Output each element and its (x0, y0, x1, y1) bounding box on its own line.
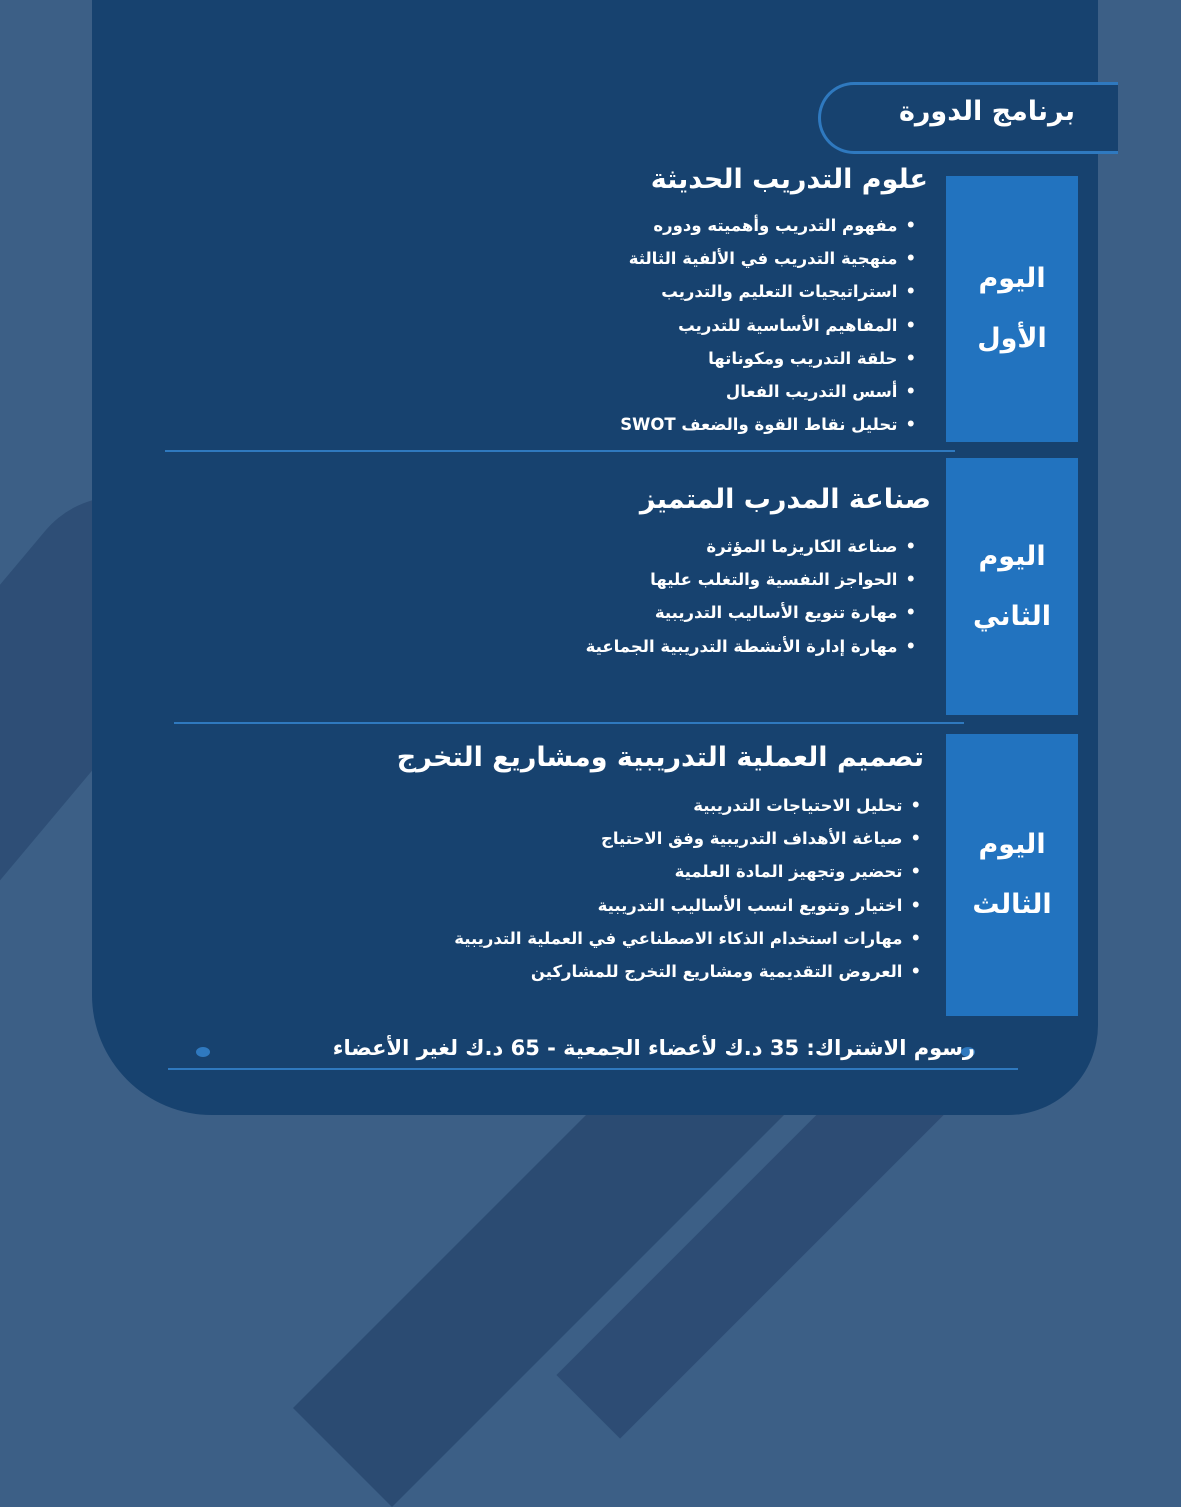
bullet-dot (196, 1047, 210, 1057)
list-item: • المفاهيم الأساسية للتدريب (620, 309, 916, 342)
list-item: • مفهوم التدريب وأهميته ودوره (620, 209, 916, 242)
list-item: • مهارات استخدام الذكاء الاصطناعي في العملية التدريبية (454, 922, 921, 955)
day-3-topics (454, 789, 921, 988)
day-1-box (946, 176, 1078, 442)
day-2-box (946, 458, 1078, 715)
list-item: • اختيار وتنويع انسب الأساليب التدريبية (454, 889, 921, 922)
day-3-title: تصميم العملية التدريبية ومشاريع التخرج (396, 742, 924, 773)
list-item: • الحواجز النفسية والتغلب عليها (586, 563, 916, 596)
list-item: • مهارة إدارة الأنشطة التدريبية الجماعية (586, 630, 916, 663)
list-item: • العروض التقديمية ومشاريع التخرج للمشاركين (454, 955, 921, 988)
list-item: • تحليل نقاط القوة والضعف SWOT (620, 408, 916, 441)
list-item: • منهجية التدريب في الألفية الثالثة (620, 242, 916, 275)
list-item: • حلقة التدريب ومكوناتها (620, 342, 916, 375)
subscription-fees: رسوم الاشتراك: 35 د.ك لأعضاء الجمعية - 65 د.ك لغير الأعضاء (332, 1036, 975, 1060)
day-3-label: اليوم (978, 829, 1046, 860)
day-1-ordinal: الأول (977, 323, 1047, 354)
day-1-label: اليوم (978, 263, 1046, 294)
list-item: • أسس التدريب الفعال (620, 375, 916, 408)
page-title: برنامج الدورة (898, 96, 1075, 127)
day-2-ordinal: الثاني (973, 600, 1052, 632)
day-3-box (946, 734, 1078, 1016)
list-item: • استراتيجيات التعليم والتدريب (620, 275, 916, 308)
day-1-title: علوم التدريب الحديثة (650, 164, 928, 195)
day-3-ordinal: الثالث (972, 889, 1052, 920)
list-item: • مهارة تنويع الأساليب التدريبية (586, 596, 916, 629)
day-2-title: صناعة المدرب المتميز (639, 484, 931, 515)
day-2-label: اليوم (978, 540, 1046, 572)
section-divider (165, 450, 955, 452)
day-2-topics (586, 530, 916, 663)
section-divider (174, 722, 964, 724)
day-1-topics (620, 209, 916, 441)
list-item: • تحضير وتجهيز المادة العلمية (454, 855, 921, 888)
list-item: • صياغة الأهداف التدريبية وفق الاحتياج (454, 822, 921, 855)
section-divider (168, 1068, 1018, 1070)
list-item: • صناعة الكاريزما المؤثرة (586, 530, 916, 563)
list-item: • تحليل الاحتياجات التدريبية (454, 789, 921, 822)
